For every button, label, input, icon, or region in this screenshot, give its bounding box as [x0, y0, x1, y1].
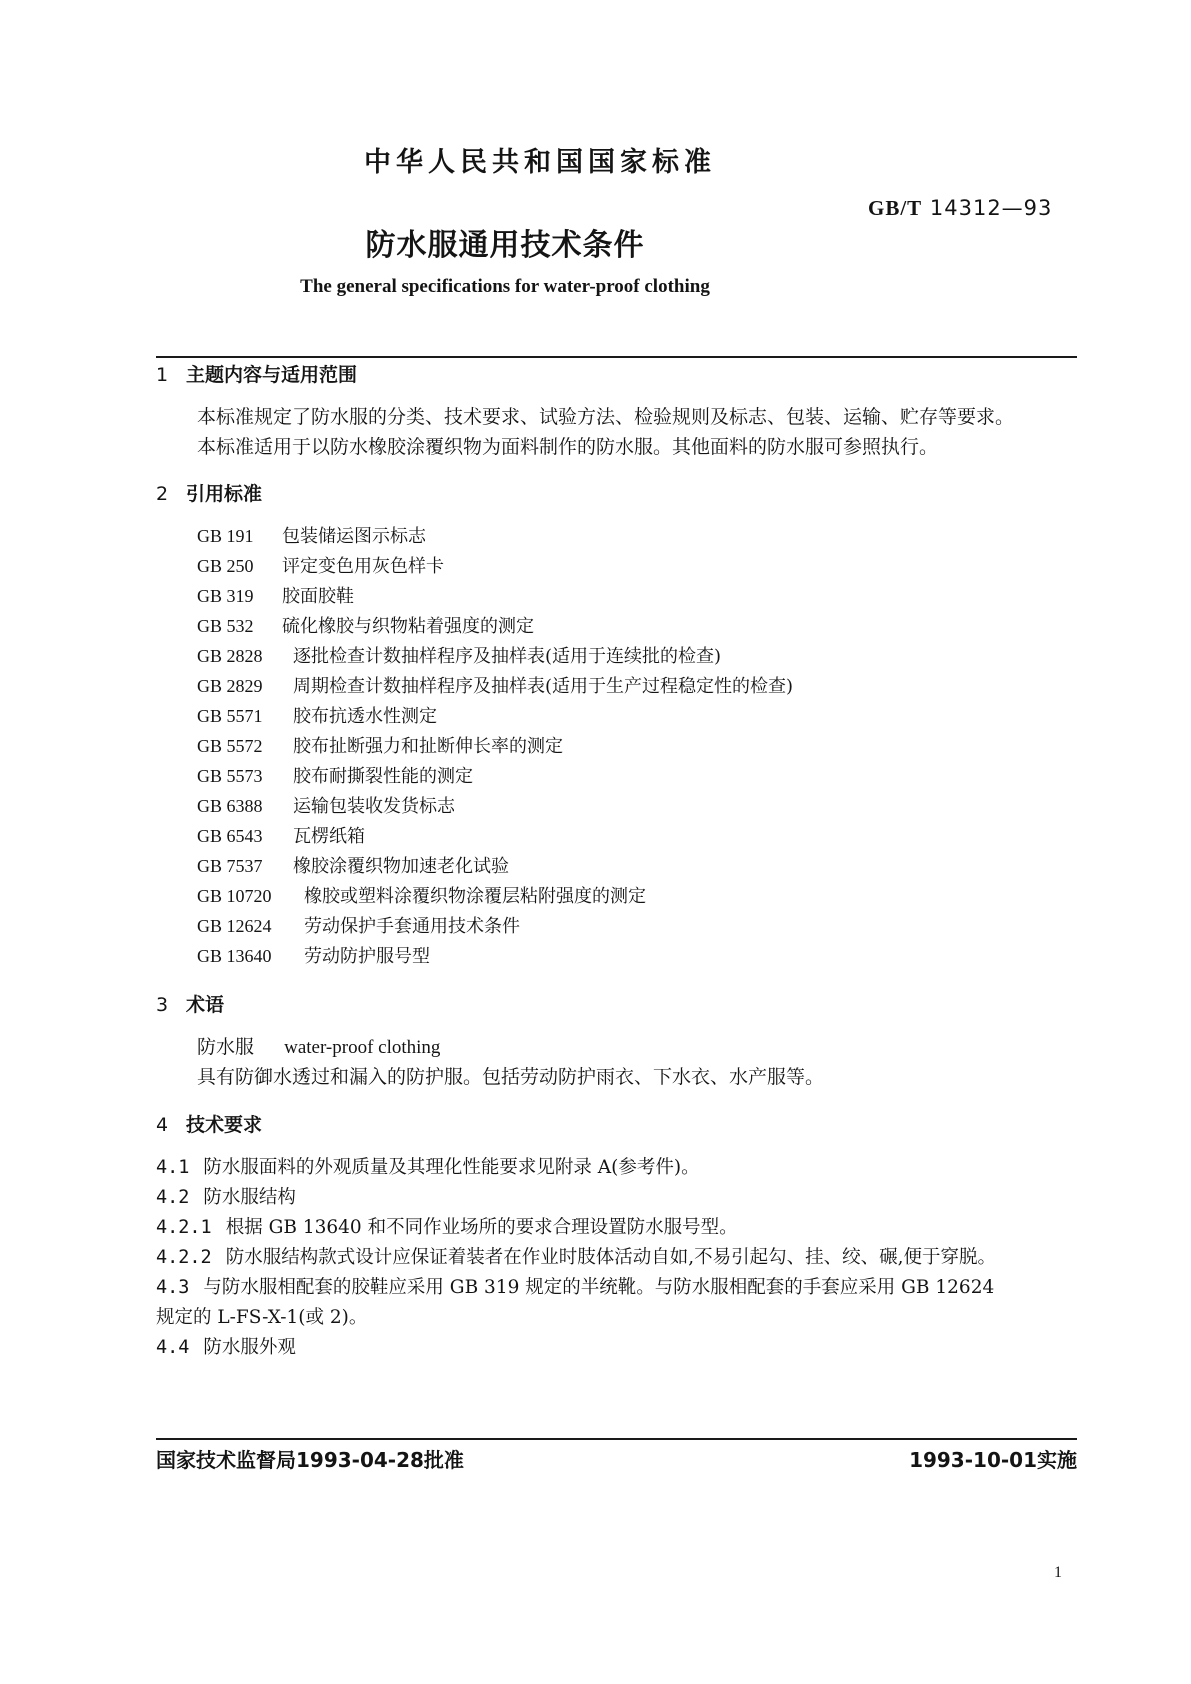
reference-item: GB 7537 橡胶涂覆织物加速老化试验: [197, 856, 509, 877]
section-1-paragraph-1: 本标准规定了防水服的分类、技术要求、试验方法、检验规则及标志、包装、运输、贮存等要求。: [197, 406, 1015, 428]
section-3-heading: 3 术语: [156, 994, 225, 1016]
clause-4-2-1: 4.2.1 根据 GB 13640 和不同作业场所的要求合理设置防水服号型。: [156, 1217, 738, 1238]
document-title-cn: 防水服通用技术条件: [365, 228, 645, 263]
clause-4-3: 4.3 与防水服相配套的胶鞋应采用 GB 319 规定的半统靴。与防水服相配套的手套应采用 GB 12624: [156, 1277, 995, 1298]
reference-item: GB 191 包装储运图示标志: [197, 526, 426, 547]
clause-4-2-2: 4.2.2 防水服结构款式设计应保证着装者在作业时肢体活动自如,不易引起勾、挂、绞、碾,便于穿脱。: [156, 1247, 996, 1268]
implementation-date: 1993-10-01实施: [909, 1448, 1077, 1472]
section-4-heading: 4 技术要求: [156, 1114, 263, 1136]
document-title-en: The general specifications for water-proof clothing: [300, 276, 710, 297]
page-number: 1: [1054, 1564, 1062, 1581]
reference-item: GB 250 评定变色用灰色样卡: [197, 556, 444, 577]
term-definition: 具有防御水透过和漏入的防护服。包括劳动防护雨衣、下水衣、水产服等。: [197, 1066, 825, 1088]
term-entry: [197, 1032, 440, 1059]
term-cn: 防水服: [197, 1036, 255, 1058]
reference-item: GB 5572 胶布扯断强力和扯断伸长率的测定: [197, 736, 563, 757]
reference-item: GB 10720 橡胶或塑料涂覆织物涂覆层粘附强度的测定: [197, 886, 646, 907]
clause-4-3-continuation: 规定的 L-FS-X-1(或 2)。: [156, 1307, 368, 1328]
term-en: water-proof clothing: [284, 1037, 441, 1058]
reference-item: GB 5573 胶布耐撕裂性能的测定: [197, 766, 473, 787]
reference-item: GB 532 硫化橡胶与织物粘着强度的测定: [197, 616, 534, 637]
reference-item: GB 319 胶面胶鞋: [197, 586, 354, 607]
clause-4-1: 4.1 防水服面料的外观质量及其理化性能要求见附录 A(参考件)。: [156, 1157, 700, 1178]
clause-4-2: 4.2 防水服结构: [156, 1187, 296, 1208]
reference-item: GB 6388 运输包装收发货标志: [197, 796, 455, 817]
reference-item: GB 5571 胶布抗透水性测定: [197, 706, 437, 727]
reference-item: GB 6543 瓦楞纸箱: [197, 826, 365, 847]
section-1-heading: 1 主题内容与适用范围: [156, 364, 358, 386]
footer-divider: [156, 1438, 1077, 1440]
clause-4-4: 4.4 防水服外观: [156, 1337, 296, 1358]
standard-code: [868, 196, 1052, 221]
standard-code-number: 14312—93: [929, 196, 1053, 220]
reference-item: GB 12624 劳动保护手套通用技术条件: [197, 916, 520, 937]
header-divider: [156, 356, 1077, 358]
standard-code-prefix: GB/T: [868, 196, 923, 220]
reference-item: GB 2828 逐批检查计数抽样程序及抽样表(适用于连续批的检查): [197, 646, 722, 667]
section-2-heading: 2 引用标准: [156, 483, 263, 505]
approval-date: 国家技术监督局1993-04-28批准: [156, 1448, 464, 1472]
reference-item: GB 2829 周期检查计数抽样程序及抽样表(适用于生产过程稳定性的检查): [197, 676, 794, 697]
reference-item: GB 13640 劳动防护服号型: [197, 946, 430, 967]
section-1-paragraph-2: 本标准适用于以防水橡胶涂覆织物为面料制作的防水服。其他面料的防水服可参照执行。: [197, 436, 939, 458]
national-standard-heading: 中华人民共和国国家标准: [364, 147, 716, 178]
